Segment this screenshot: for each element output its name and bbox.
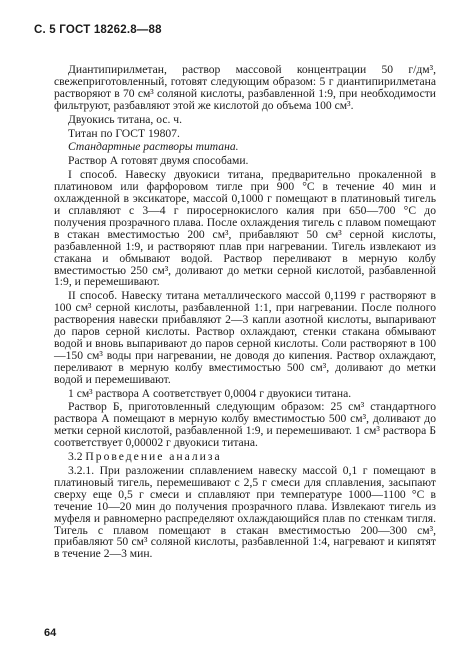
paragraph-solution-b: Раствор Б, приготовленный следующим образом: 25 см³ стандартного раствора А помещают в мерную колбу вместимостью 500 см³, доливают до метки серной кислотой, разбавленной 1:9, и перемешивают. 1 см³ раствора Б соответствует 0,00002 г двуокиси титана. — [54, 400, 436, 450]
document-body — [54, 64, 436, 562]
paragraph-titanium-gost: Титан по ГОСТ 19807. — [68, 126, 180, 140]
section-title: Проведение анализа — [85, 450, 222, 464]
section-heading — [54, 451, 436, 463]
paragraph-method-2: II способ. Навеску титана металлического массой 0,1199 г растворяют в 100 см³ серной кислоты, разбавленной 1:1, при нагревании. После полного растворения навески прибавляют 2—3 капли азотной кислоты, выпаривают до паров серной кислоты. Раствор охлаждают, стенки стакана обмывают водой и вновь выпаривают до паров серной кислоты. Соли растворяют в 100—150 см³ воды при нагревании, не доводя до кипения. Раствор охлаждают, переливают в мерную колбу вместимостью 500 см³, доливают до метки водой и перемешивают. — [54, 289, 436, 386]
section-number: 3.2 — [68, 450, 83, 464]
paragraph-standard-solutions-heading: Стандартные растворы титана. — [68, 140, 239, 154]
paragraph-titanium-dioxide: Двуокись титана, ос. ч. — [68, 112, 182, 126]
paragraph-solution-a-intro: Раствор А готовят двумя способами. — [68, 154, 249, 168]
page-header: С. 5 ГОСТ 18262.8—88 — [34, 24, 162, 36]
paragraph-solution-a-equivalence: 1 см³ раствора А соответствует 0,0004 г двуокиси титана. — [68, 386, 352, 400]
page-number: 64 — [44, 627, 57, 639]
paragraph-reagent-diantipyrylmethane: Диантипирилметан, раствор массовой концентрации 50 г/дм³, свежеприготовленный, готовят следующим образом: 5 г диантипирилметана растворяют в 70 см³ соляной кислоты, разбавленной 1:9, при необходимости фильтруют, разбавляют этой же кислотой до объема 100 см³. — [54, 63, 436, 112]
paragraph-method-1: I способ. Навеску двуокиси титана, предварительно прокаленной в платиновом или фарфоровом тигле при 900 °С в течение 40 мин и охлажденной в эксикаторе, массой 0,1000 г помещают в платиновый тигель и сплавляют с 3—4 г пиросернокислого калия при 650—700 °С до получения прозрачного плава. После охлаждения тигель с плавом помещают в стакан вместимостью 200 см³, прибавляют 50 см³ серной кислоты, разбавленной 1:9, и растворяют плав при нагревании. Тигель извлекают из стакана и обмывают водой. Раствор переливают в мерную колбу вместимостью 250 см³, доливают до метки серной кислотой, разбавленной 1:9, и перемешивают. — [54, 168, 436, 289]
paragraph-3-2-1: 3.2.1. При разложении сплавлением навеску массой 0,1 г помещают в платиновый тигель, перемешивают с 2,5 г смеси для сплавления, засыпают сверху еще 0,5 г смеси и сплавляют при температуре 1000—1100 °С в течение 10—20 мин до получения прозрачного плава. Извлекают тигель из муфеля и равномерно распределяют охлаждающийся плав по стенкам тигля. Тигель с плавом помещают в стакан вместимостью 200—300 см³, прибавляют 50 см³ соляной кислоты, разбавленной 1:4, нагревают и кипятят в течение 2—3 мин. — [54, 464, 436, 561]
